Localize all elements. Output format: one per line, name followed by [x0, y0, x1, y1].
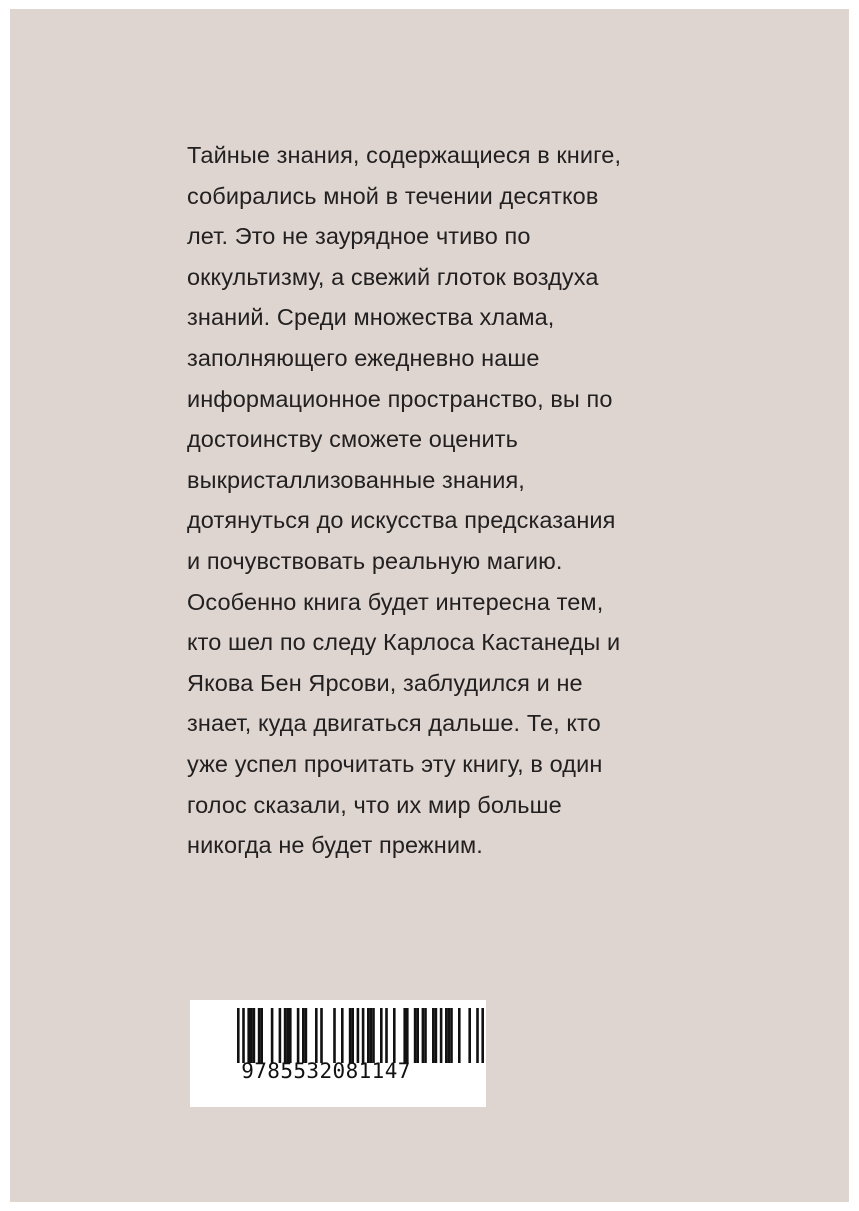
barcode-bar [333, 1008, 336, 1063]
barcode-bars [190, 1000, 486, 1107]
barcode-bar [247, 1008, 250, 1063]
barcode-bar [422, 1008, 425, 1063]
barcode-bar [432, 1008, 435, 1063]
barcode-bar [481, 1008, 484, 1063]
barcode-bar [351, 1008, 354, 1063]
blurb-line: оккультизму, а свежий глоток воздуха [187, 263, 599, 290]
blurb-line: голос сказали, что их мир больше [187, 791, 562, 818]
barcode-bar [302, 1008, 305, 1063]
blurb-line: знаний. Среди множества хлама, [187, 304, 555, 331]
blurb-text [187, 135, 707, 866]
blurb-line: уже успел прочитать эту книгу, в один [187, 750, 603, 777]
barcode-bar [416, 1008, 419, 1063]
barcode-bar [403, 1008, 406, 1063]
barcode-bar [289, 1008, 292, 1063]
barcode-bar [258, 1008, 261, 1063]
barcode-bar [406, 1008, 409, 1063]
blurb-line: Якова Бен Ярсови, заблудился и не [187, 669, 583, 696]
barcode-bar [349, 1008, 352, 1063]
barcode-bar [385, 1008, 388, 1063]
blurb-line: знает, куда двигаться дальше. Те, кто [187, 710, 601, 737]
barcode-bar [476, 1008, 479, 1063]
blurb-line: Особенно книга будет интересна тем, [187, 588, 604, 615]
barcode-bar [284, 1008, 287, 1063]
barcode-digits: 9785532081147 [241, 1059, 411, 1083]
blurb-line: дотянуться до искусства предсказания [187, 507, 616, 534]
blurb-line: и почувствовать реальную магию. [187, 547, 563, 574]
barcode-bar [372, 1008, 375, 1063]
barcode-bar [315, 1008, 318, 1063]
blurb-line: кто шел по следу Карлоса Кастанеды и [187, 629, 621, 656]
barcode-bar [393, 1008, 396, 1063]
barcode-bar [242, 1008, 245, 1063]
barcode-bar [458, 1008, 461, 1063]
blurb-line: информационное пространство, вы по [187, 385, 613, 412]
blurb-line: достоинству сможете оценить [187, 426, 518, 453]
back-cover [10, 9, 849, 1202]
barcode-bar [271, 1008, 274, 1063]
barcode-bar [440, 1008, 443, 1063]
barcode-bar [435, 1008, 438, 1063]
blurb-line: собирались мной в течении десятков [187, 182, 599, 209]
blurb-line: выкристаллизованные знания, [187, 466, 525, 493]
blurb-line: Тайные знания, содержащиеся в книге, [187, 142, 622, 168]
barcode-bar [341, 1008, 344, 1063]
barcode-bar [424, 1008, 427, 1063]
barcode-bar [320, 1008, 323, 1063]
barcode-bar [253, 1008, 256, 1063]
barcode-bar [237, 1008, 240, 1063]
barcode-bar [468, 1008, 471, 1063]
barcode-bar [362, 1008, 365, 1063]
barcode-bar [380, 1008, 383, 1063]
barcode-bar [370, 1008, 373, 1063]
barcode-bar [260, 1008, 263, 1063]
blurb-line: никогда не будет прежним. [187, 832, 483, 859]
barcode-bar [305, 1008, 308, 1063]
blurb-line: лет. Это не заурядное чтиво по [187, 223, 531, 250]
barcode-bar [279, 1008, 282, 1063]
barcode-bar [450, 1008, 453, 1063]
barcode-bar [357, 1008, 360, 1063]
barcode-bar [286, 1008, 289, 1063]
blurb-line: заполняющего ежедневно наше [187, 344, 540, 371]
barcode-bar [414, 1008, 417, 1063]
barcode-bar [367, 1008, 370, 1063]
barcode-bar [445, 1008, 448, 1063]
barcode-bar [448, 1008, 451, 1063]
barcode-bar [250, 1008, 253, 1063]
isbn-barcode [190, 1000, 486, 1107]
barcode-bar [297, 1008, 300, 1063]
